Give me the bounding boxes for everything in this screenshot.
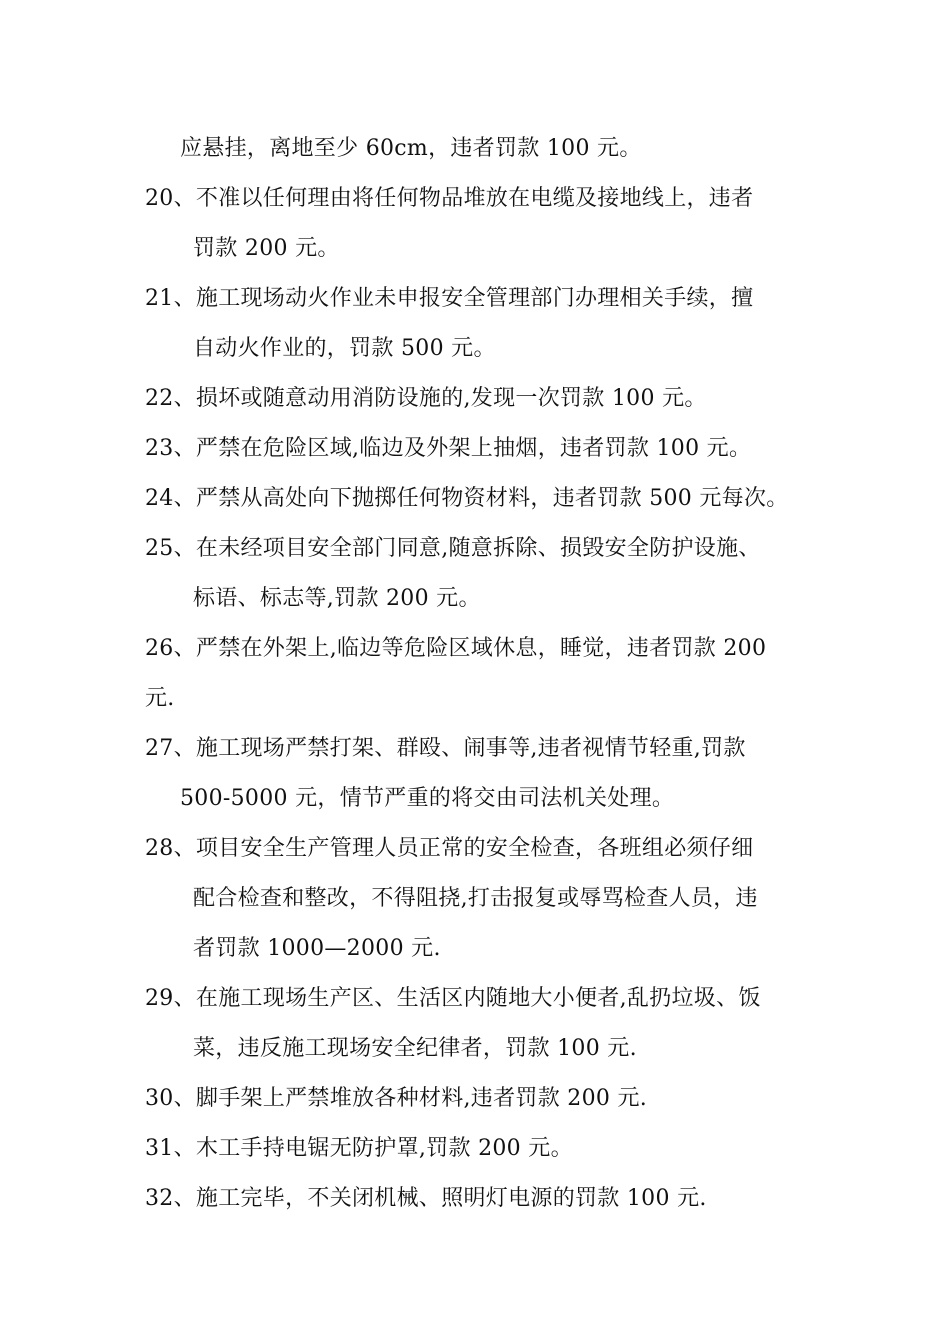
text-line-25-cont: 标语、标志等,罚款 200 元。 <box>193 586 481 611</box>
text-line-28-cont-1: 配合检查和整改，不得阻挠,打击报复或辱骂检查人员，违 <box>193 886 758 911</box>
text-line-25: 25、在未经项目安全部门同意,随意拆除、损毁安全防护设施、 <box>145 536 761 561</box>
text-line-26: 26、严禁在外架上,临边等危险区域休息，睡觉，违者罚款 200 <box>145 636 767 661</box>
text-line-27: 27、施工现场严禁打架、群殴、闹事等,违者视情节轻重,罚款 <box>145 736 746 761</box>
text-line-20: 20、不准以任何理由将任何物品堆放在电缆及接地线上，违者 <box>145 186 754 211</box>
text-line-29: 29、在施工现场生产区、生活区内随地大小便者,乱扔垃圾、饭 <box>145 986 761 1011</box>
text-line-30: 30、脚手架上严禁堆放各种材料,违者罚款 200 元. <box>145 1086 648 1111</box>
text-line-24: 24、严禁从高处向下抛掷任何物资材料，违者罚款 500 元每次。 <box>145 486 789 511</box>
text-line-31: 31、木工手持电锯无防护罩,罚款 200 元。 <box>145 1136 573 1161</box>
text-line-23: 23、严禁在危险区域,临边及外架上抽烟，违者罚款 100 元。 <box>145 436 752 461</box>
text-line-29-cont: 菜，违反施工现场安全纪律者，罚款 100 元. <box>193 1036 637 1061</box>
text-line-28: 28、项目安全生产管理人员正常的安全检查，各班组必须仔细 <box>145 836 754 861</box>
text-line-19-cont: 应悬挂，离地至少 60cm，违者罚款 100 元。 <box>180 136 642 161</box>
text-line-21: 21、施工现场动火作业未申报安全管理部门办理相关手续，擅 <box>145 286 754 311</box>
text-line-27-cont: 500-5000 元，情节严重的将交由司法机关处理。 <box>180 786 675 811</box>
text-line-21-cont: 自动火作业的，罚款 500 元。 <box>193 336 496 361</box>
text-line-28-cont-2: 者罚款 1000—2000 元. <box>193 936 441 961</box>
text-line-22: 22、损坏或随意动用消防设施的,发现一次罚款 100 元。 <box>145 386 707 411</box>
text-line-20-cont: 罚款 200 元。 <box>193 236 340 261</box>
text-line-32: 32、施工完毕，不关闭机械、照明灯电源的罚款 100 元. <box>145 1186 707 1211</box>
text-line-26-cont: 元. <box>145 686 175 711</box>
